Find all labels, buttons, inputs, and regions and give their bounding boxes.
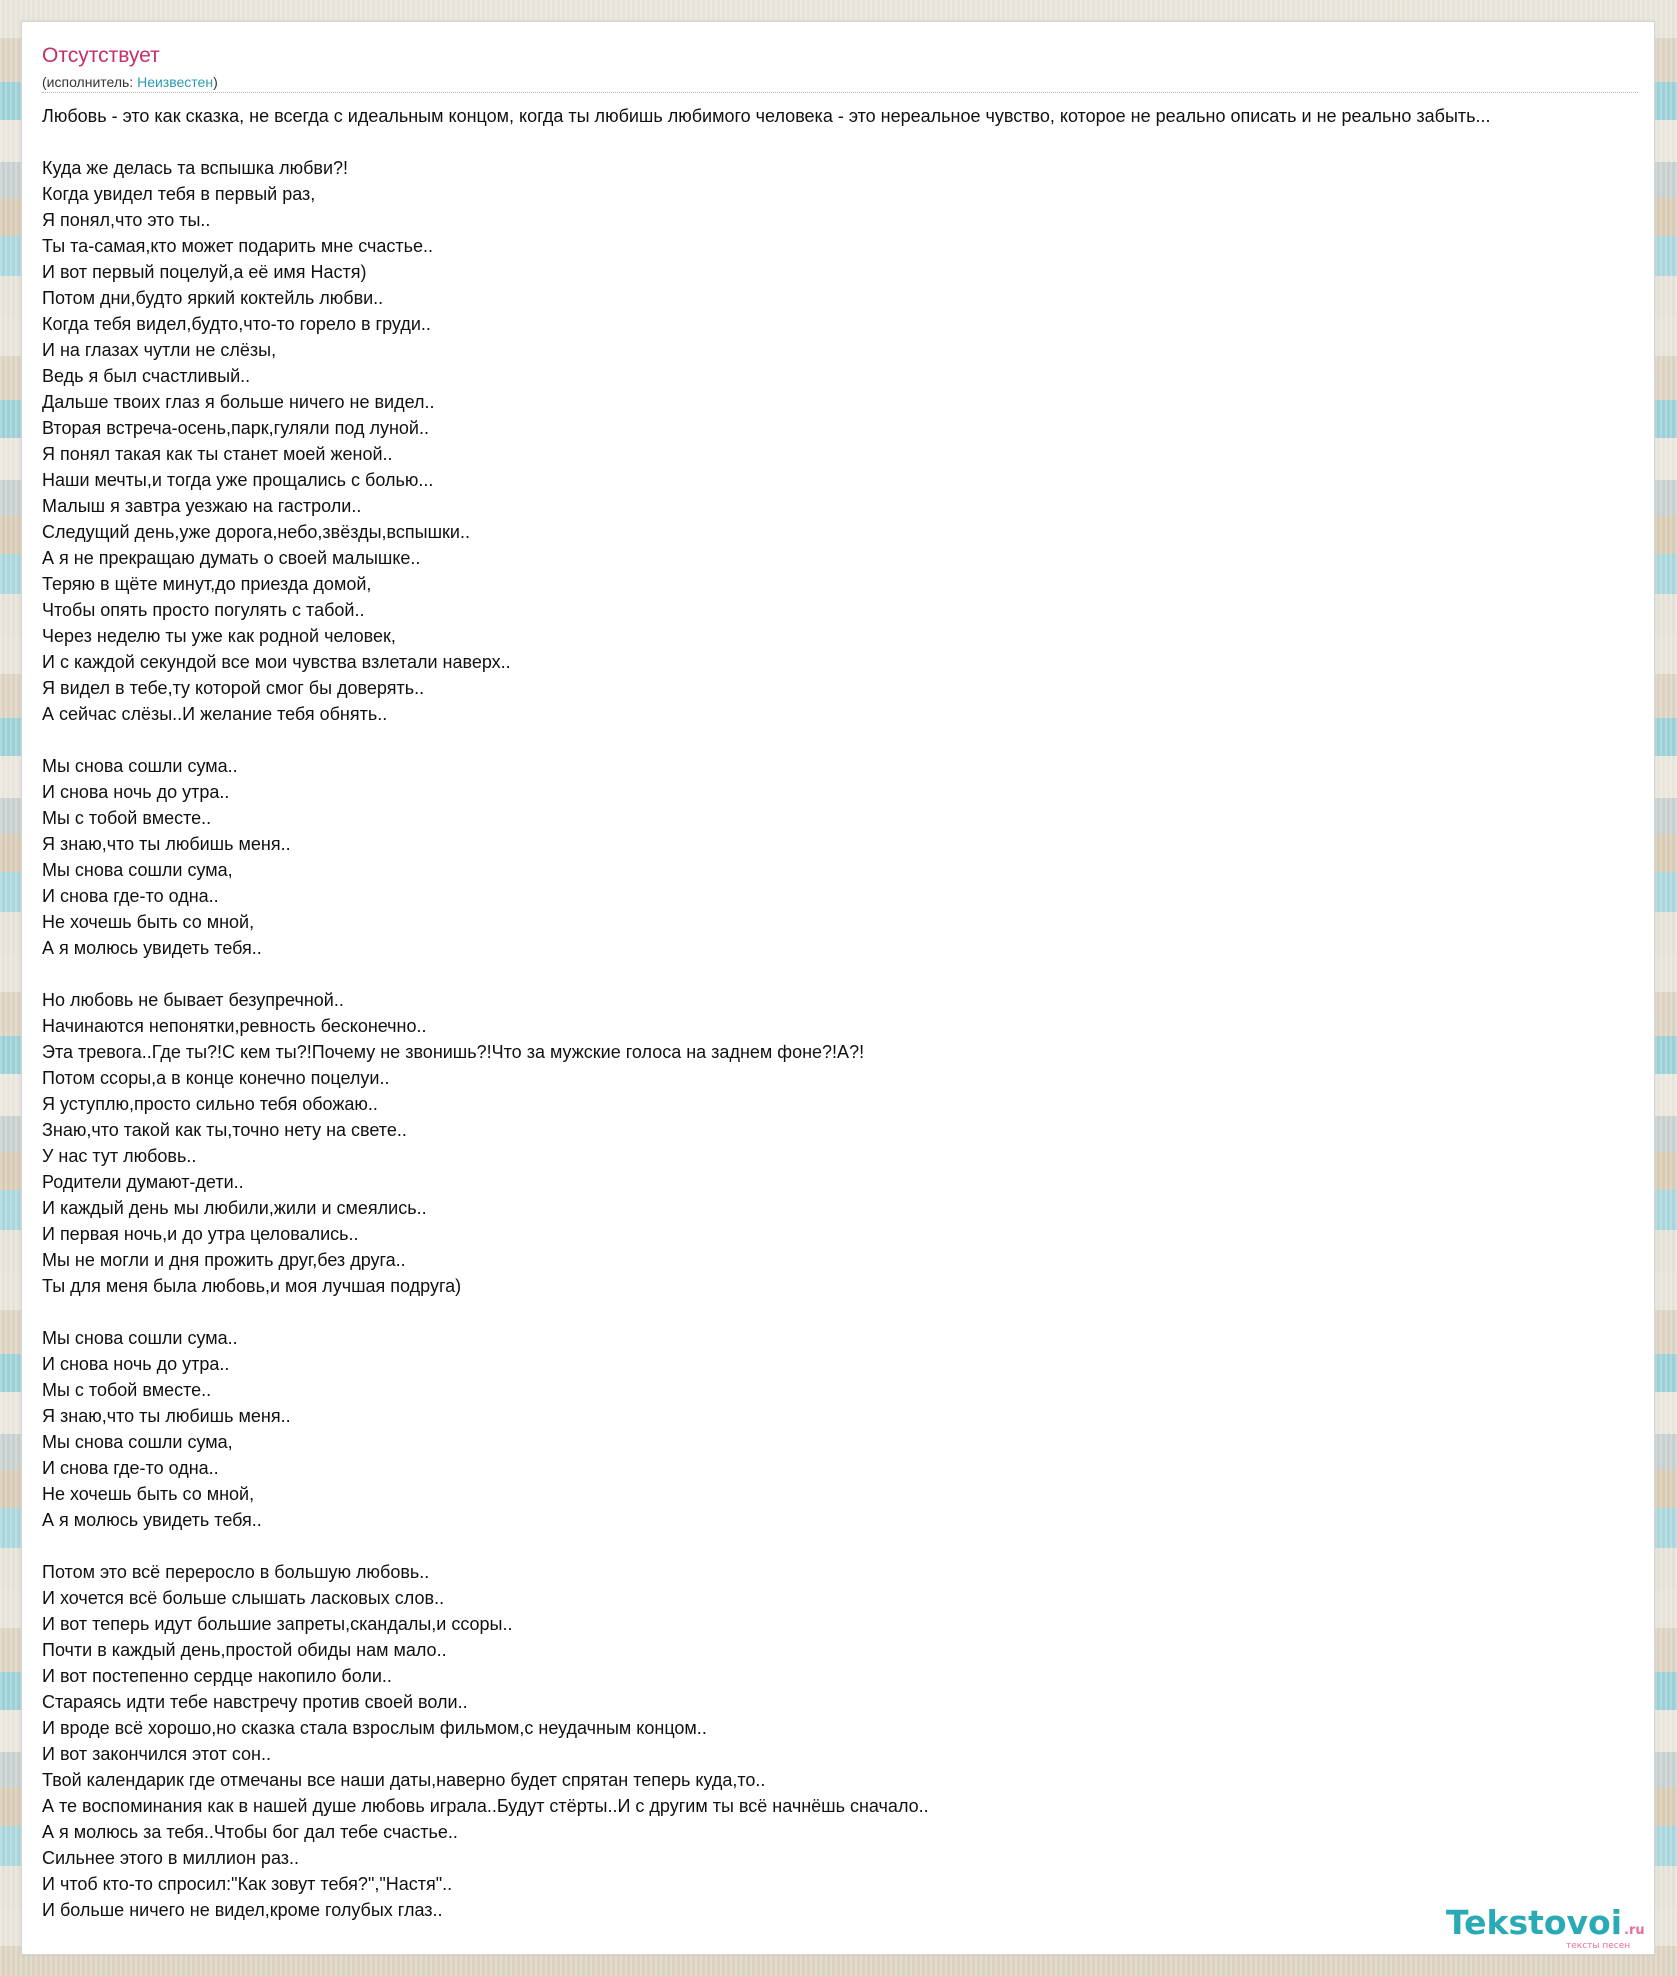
lyric-line: Потом это всё переросло в большую любовь.. [42,1562,430,1582]
lyric-line: И снова ночь до утра.. [42,782,230,802]
artist-line [42,73,218,91]
lyric-line: Куда же делась та вспышка любви?! [42,158,349,178]
site-logo[interactable] [1446,1903,1645,1951]
lyric-line: Почти в каждый день,простой обиды нам мало.. [42,1640,447,1660]
lyric-line: Мы с тобой вместе.. [42,1380,212,1400]
lyric-line: Ты для меня была любовь,и моя лучшая подруга) [42,1276,462,1296]
lyric-line: Сильнее этого в миллион раз.. [42,1848,300,1868]
lyric-line: Наши мечты,и тогда уже прощались с болью... [42,470,434,490]
lyric-line: Потом ссоры,а в конце конечно поцелуи.. [42,1068,390,1088]
lyric-line: У нас тут любовь.. [42,1146,197,1166]
lyric-line: Мы снова сошли сума.. [42,1328,238,1348]
lyric-line: Чтобы опять просто погулять с табой.. [42,600,365,620]
lyric-line: Родители думают-дети.. [42,1172,244,1192]
lyric-line: Твой календарик где отмечаны все наши даты,наверно будет спрятан теперь куда,то.. [42,1770,766,1790]
lyric-line: Начинаются непонятки,ревность бесконечно.. [42,1016,427,1036]
lyric-line: Мы с тобой вместе.. [42,808,212,828]
lyric-line: Я знаю,что ты любишь меня.. [42,1406,291,1426]
lyric-line: Знаю,что такой как ты,точно нету на свете.. [42,1120,407,1140]
lyric-line: Мы снова сошли сума.. [42,756,238,776]
lyric-blank-line [42,1533,1672,1559]
lyric-line: И вроде всё хорошо,но сказка стала взрослым фильмом,с неудачным концом.. [42,1718,707,1738]
lyrics-text [42,103,1672,1923]
lyric-line: Следущий день,уже дорога,небо,звёзды,вспышки.. [42,522,470,542]
lyric-line: А я молюсь увидеть тебя.. [42,938,262,958]
lyric-line: А те воспоминания как в нашей душе любовь играла..Будут стёрты..И с другим ты всё начнёшь сначало.. [42,1796,929,1816]
lyric-line: Дальше твоих глаз я больше ничего не видел.. [42,392,435,412]
lyric-line: Я понял такая как ты станет моей женой.. [42,444,393,464]
lyric-line: А я молюсь за тебя..Чтобы бог дал тебе счастье.. [42,1822,458,1842]
lyric-line: Не хочешь быть со мной, [42,912,255,932]
lyric-line: Ты та-самая,кто может подарить мне счастье.. [42,236,434,256]
lyric-blank-line [42,1299,1672,1325]
lyric-line: Я видел в тебе,ту которой смог бы доверять.. [42,678,425,698]
lyric-line: Когда тебя видел,будто,что-то горело в груди.. [42,314,431,334]
lyric-line: И вот теперь идут большие запреты,скандалы,и ссоры.. [42,1614,513,1634]
lyric-blank-line [42,961,1672,987]
lyric-line: И снова где-то одна.. [42,1458,219,1478]
artist-prefix: (исполнитель: [42,74,138,90]
lyric-line: Эта тревога..Где ты?!С кем ты?!Почему не звонишь?!Что за мужские голоса на заднем фоне?!А?! [42,1042,865,1062]
lyric-line: Малыш я завтра уезжаю на гастроли.. [42,496,362,516]
lyric-line: А я не прекращаю думать о своей малышке.. [42,548,421,568]
song-title: Отсутствует [42,44,160,67]
lyric-line: И больше ничего не видел,кроме голубых глаз.. [42,1900,443,1920]
lyric-line: Мы снова сошли сума, [42,1432,233,1452]
lyric-line: И чтоб кто-то спросил:"Как зовут тебя?","Настя".. [42,1874,453,1894]
lyric-line: Мы не могли и дня прожить друг,без друга.. [42,1250,406,1270]
lyric-line: И с каждой секундой все мои чувства взлетали наверх.. [42,652,511,672]
lyric-line: Через неделю ты уже как родной человек, [42,626,396,646]
lyric-line: И первая ночь,и до утра целовались.. [42,1224,359,1244]
logo-wordmark: Tekstovoi [1446,1903,1623,1942]
lyric-line: А сейчас слёзы..И желание тебя обнять.. [42,704,388,724]
title-divider [42,92,1638,93]
lyric-line: И вот закончился этот сон.. [42,1744,271,1764]
lyric-blank-line [42,727,1672,753]
lyric-line: Я уступлю,просто сильно тебя обожаю.. [42,1094,378,1114]
lyric-line: Но любовь не бывает безупречной.. [42,990,344,1010]
lyric-line: Стараясь идти тебе навстречу против своей воли.. [42,1692,468,1712]
lyric-line: И на глазах чутли не слёзы, [42,340,277,360]
lyric-line: Когда увидел тебя в первый раз, [42,184,316,204]
lyric-line: И вот первый поцелуй,а её имя Настя) [42,262,367,282]
lyric-line: Вторая встреча-осень,парк,гуляли под луной.. [42,418,429,438]
lyric-line: Не хочешь быть со мной, [42,1484,255,1504]
lyric-blank-line [42,129,1672,155]
lyric-line: И вот постепенно сердце накопило боли.. [42,1666,392,1686]
artist-link[interactable]: Неизвестен [137,74,214,90]
artist-suffix: ) [213,74,218,90]
logo-tagline: тексты песен [1566,1941,1631,1951]
lyric-line: Мы снова сошли сума, [42,860,233,880]
lyric-line: И снова где-то одна.. [42,886,219,906]
lyric-line: Ведь я был счастливый.. [42,366,251,386]
lyric-line: И каждый день мы любили,жили и смеялись.. [42,1198,427,1218]
lyric-line: И снова ночь до утра.. [42,1354,230,1374]
lyric-line: А я молюсь увидеть тебя.. [42,1510,262,1530]
lyric-line: Я понял,что это ты.. [42,210,211,230]
lyric-line: Теряю в щёте минут,до приезда домой, [42,574,372,594]
logo-domain: .ru [1624,1923,1645,1938]
lyric-line: И хочется всё больше слышать ласковых слов.. [42,1588,445,1608]
lyric-line: Потом дни,будто яркий коктейль любви.. [42,288,384,308]
lyric-line: Я знаю,что ты любишь меня.. [42,834,291,854]
lyric-line: Любовь - это как сказка, не всегда с идеальным концом, когда ты любишь любимого человека - это нереальное чувство, которое не реально описать и не реально забыть... [42,106,1491,126]
